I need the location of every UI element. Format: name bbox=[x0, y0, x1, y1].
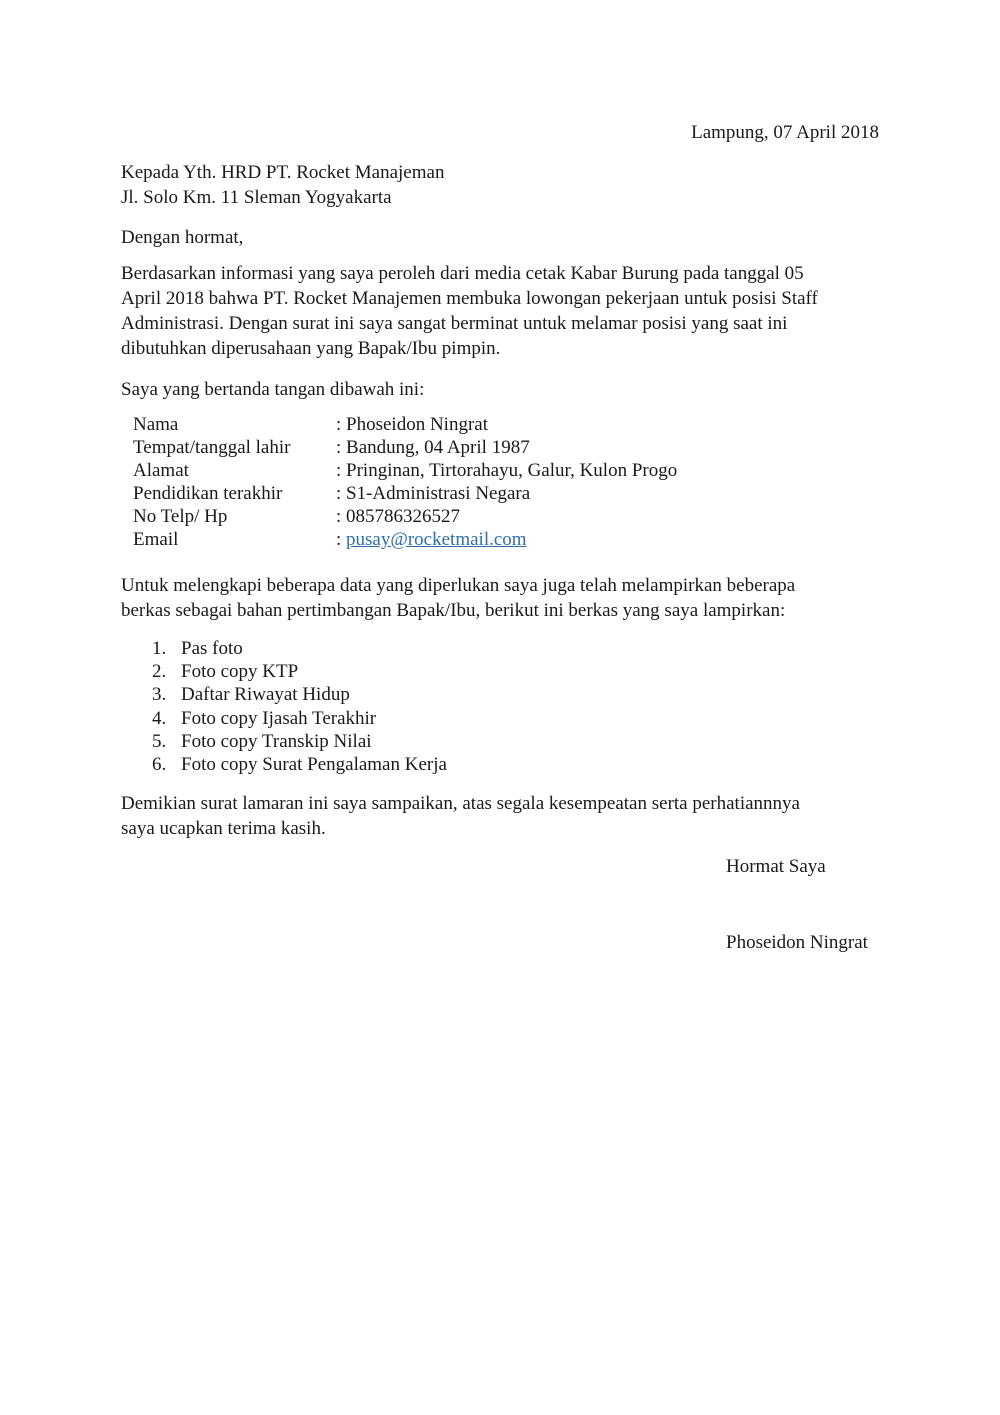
letter-date: Lampung, 07 April 2018 bbox=[691, 122, 879, 143]
list-text: Pas foto bbox=[181, 638, 243, 659]
list-item bbox=[152, 707, 447, 730]
identity-label: Alamat bbox=[133, 460, 189, 481]
identity-row bbox=[133, 505, 677, 528]
identity-row bbox=[133, 459, 677, 482]
email-link[interactable]: pusay@rocketmail.com bbox=[346, 529, 527, 550]
identity-row bbox=[133, 482, 677, 505]
identity-row bbox=[133, 528, 677, 551]
list-text: Foto copy Transkip Nilai bbox=[181, 730, 372, 752]
colon-separator: : bbox=[336, 529, 347, 550]
identity-value: : S1-Administrasi Negara bbox=[336, 483, 531, 504]
identity-label: Nama bbox=[133, 414, 179, 435]
paragraph-line: saya ucapkan terima kasih. bbox=[121, 818, 326, 839]
identity-value: : 085786326527 bbox=[336, 506, 461, 527]
recipient-block bbox=[121, 160, 444, 210]
declaration-line bbox=[121, 377, 881, 402]
list-text: Foto copy Ijasah Terakhir bbox=[181, 707, 377, 729]
identity-value bbox=[336, 528, 677, 551]
list-item bbox=[152, 637, 447, 660]
paragraph-line: Untuk melengkapi beberapa data yang diperlukan saya juga telah melampirkan beberapa bbox=[121, 575, 796, 596]
identity-label: Email bbox=[133, 529, 179, 550]
identity-label: Pendidikan terakhir bbox=[133, 483, 283, 504]
identity-row bbox=[133, 413, 677, 436]
identity-label: No Telp/ Hp bbox=[133, 506, 228, 527]
list-item bbox=[152, 753, 447, 776]
identity-value: : Bandung, 04 April 1987 bbox=[336, 437, 530, 458]
paragraph-line: Demikian surat lamaran ini saya sampaikan, atas segala kesempeatan serta perhatiannnya bbox=[121, 793, 800, 814]
paragraph-line: Saya yang bertanda tangan dibawah ini: bbox=[121, 379, 425, 400]
intro-paragraph bbox=[121, 261, 881, 361]
identity-label: Tempat/tanggal lahir bbox=[133, 437, 291, 458]
paragraph-line: dibutuhkan diperusahaan yang Bapak/Ibu pimpin. bbox=[121, 338, 501, 359]
sign-off-greeting: Hormat Saya bbox=[726, 856, 826, 877]
paragraph-line: Berdasarkan informasi yang saya peroleh dari media cetak Kabar Burung pada tanggal 05 bbox=[121, 263, 804, 284]
list-item bbox=[152, 660, 447, 683]
list-number: 3. bbox=[152, 684, 167, 706]
list-number: 4. bbox=[152, 707, 167, 729]
salutation: Dengan hormat, bbox=[121, 227, 244, 248]
closing-paragraph bbox=[121, 791, 881, 841]
list-text: Foto copy Surat Pengalaman Kerja bbox=[181, 754, 447, 776]
paragraph-line: April 2018 bahwa PT. Rocket Manajemen membuka lowongan pekerjaan untuk posisi Staff bbox=[121, 288, 818, 309]
signatory-name: Phoseidon Ningrat bbox=[726, 932, 868, 953]
attachment-intro-paragraph bbox=[121, 573, 881, 623]
list-text: Daftar Riwayat Hidup bbox=[181, 684, 350, 706]
list-text: Foto copy KTP bbox=[181, 661, 299, 683]
list-item bbox=[152, 730, 447, 753]
paragraph-line: Administrasi. Dengan surat ini saya sangat berminat untuk melamar posisi yang saat ini bbox=[121, 313, 788, 334]
identity-value: : Pringinan, Tirtorahayu, Galur, Kulon Progo bbox=[336, 460, 678, 481]
recipient-address: Jl. Solo Km. 11 Sleman Yogyakarta bbox=[121, 187, 392, 208]
identity-row bbox=[133, 436, 677, 459]
identity-value: : Phoseidon Ningrat bbox=[336, 414, 488, 435]
list-item bbox=[152, 683, 447, 706]
attachment-list bbox=[152, 637, 447, 776]
identity-table bbox=[133, 413, 677, 551]
list-number: 2. bbox=[152, 661, 167, 683]
list-number: 1. bbox=[152, 638, 167, 659]
paragraph-line: berkas sebagai bahan pertimbangan Bapak/Ibu, berikut ini berkas yang saya lampirkan: bbox=[121, 600, 786, 621]
recipient-line: Kepada Yth. HRD PT. Rocket Manajeman bbox=[121, 162, 445, 183]
list-number: 6. bbox=[152, 754, 167, 776]
list-number: 5. bbox=[152, 730, 167, 752]
